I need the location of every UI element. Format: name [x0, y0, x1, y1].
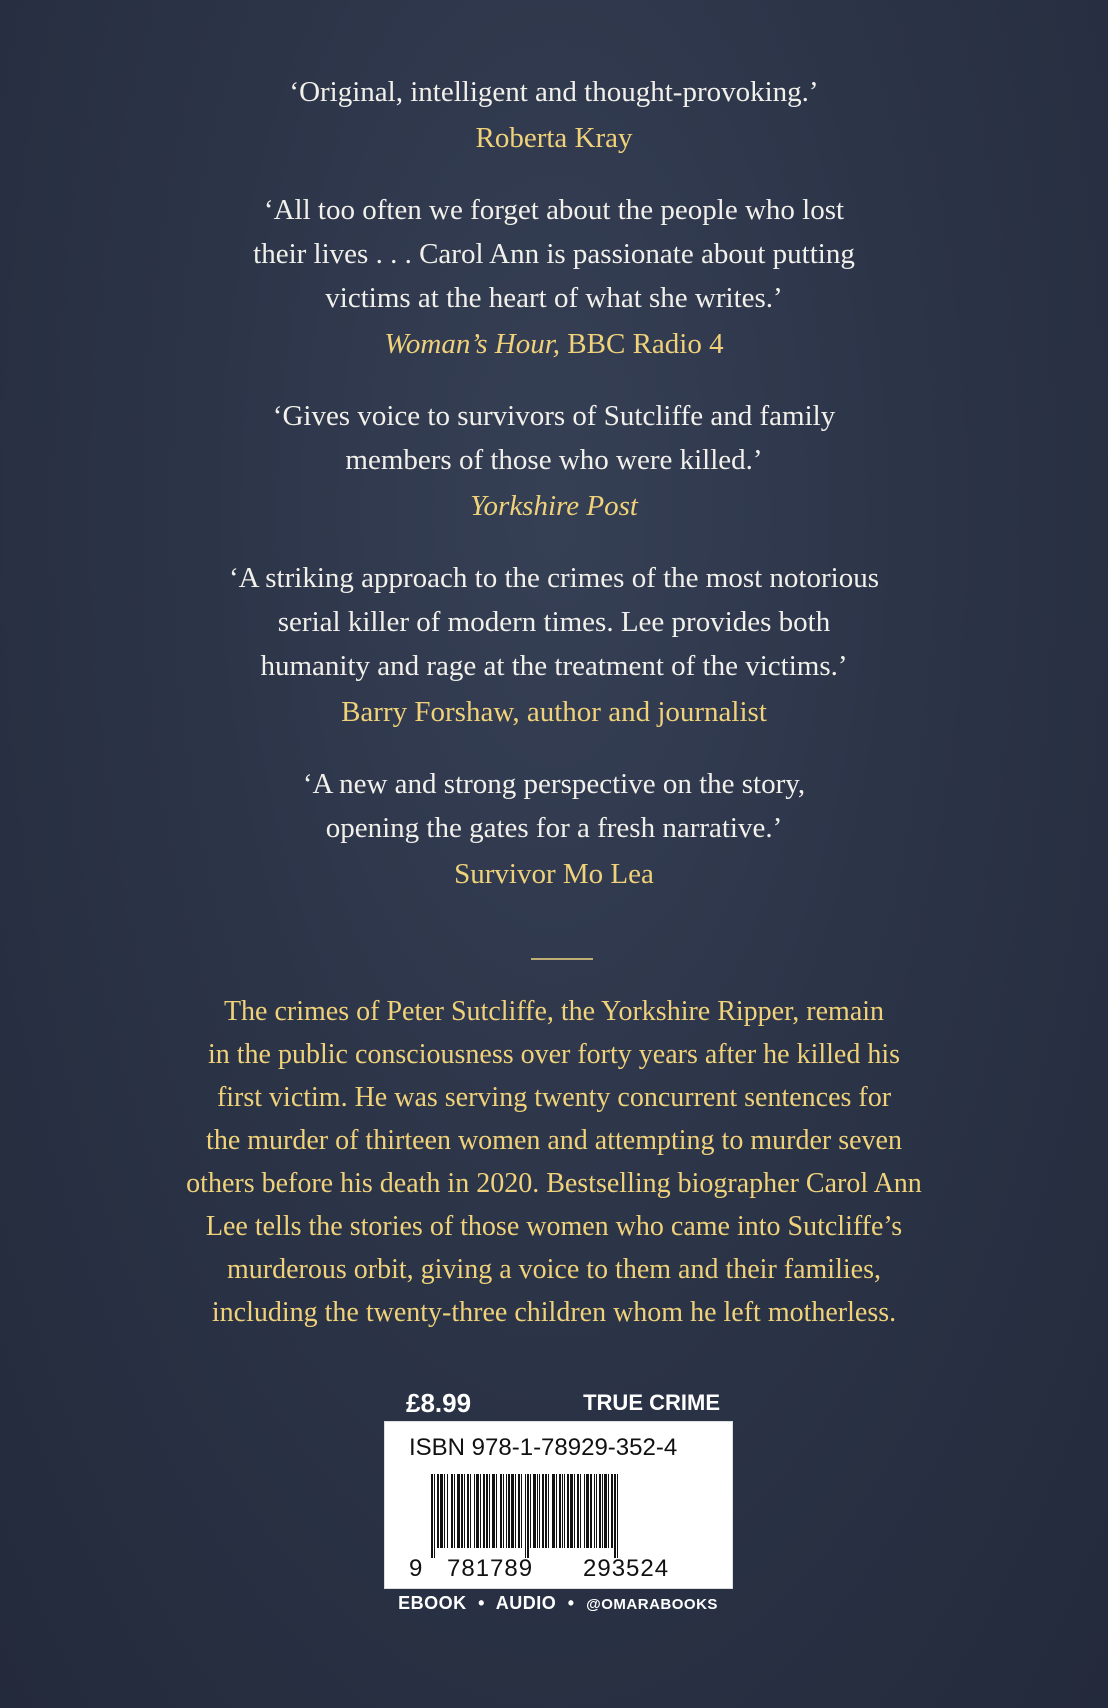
- barcode-left-digits: 781789: [447, 1555, 534, 1582]
- barcode-bar: [567, 1474, 569, 1548]
- blurb-line: including the twenty-three children whom he left motherless.: [211, 1297, 897, 1328]
- barcode-bar: [552, 1474, 555, 1548]
- quote-source: Roberta Kray: [475, 122, 633, 154]
- review-quote-4: [0, 556, 1108, 732]
- quote-line: victims at the heart of what she writes.’: [325, 282, 783, 314]
- barcode-bar: [570, 1474, 573, 1548]
- price-label: £8.99: [406, 1388, 472, 1418]
- review-quote-5: [0, 762, 1108, 894]
- barcode-bar: [580, 1474, 581, 1548]
- barcode-graphic: [403, 1470, 715, 1582]
- barcode-bar: [474, 1474, 475, 1548]
- barcode-bar: [525, 1474, 526, 1558]
- blurb-line: first victim. He was serving twenty concurrent sentences for: [216, 1082, 892, 1113]
- barcode-bar: [596, 1474, 597, 1548]
- barcode-right-digits: 293524: [583, 1555, 670, 1582]
- barcode-bar: [602, 1474, 603, 1548]
- barcode-first-digit: 9: [409, 1555, 423, 1582]
- barcode-bar: [451, 1474, 453, 1548]
- publisher-handle: @OMARABOOKS: [586, 1596, 718, 1613]
- barcode-bar: [533, 1474, 536, 1548]
- price-genre-row: [384, 1388, 730, 1422]
- quote-line: opening the gates for a fresh narrative.’: [325, 812, 783, 844]
- quote-line: ‘All too often we forget about the people who lost: [263, 194, 845, 226]
- barcode-bar: [559, 1474, 561, 1548]
- blurb-line: murderous orbit, giving a voice to them and their families,: [227, 1254, 881, 1285]
- quote-line: ‘Original, intelligent and thought-provoking.’: [289, 76, 819, 108]
- quote-source: Yorkshire Post: [470, 490, 638, 522]
- blurb-line: The crimes of Peter Sutcliffe, the Yorkshire Ripper, remain: [223, 996, 885, 1027]
- barcode-bar: [496, 1474, 497, 1548]
- blurb-line: Lee tells the stories of those women who came into Sutcliffe’s: [205, 1211, 903, 1242]
- blurb-line: others before his death in 2020. Bestselling biographer Carol Ann: [186, 1168, 922, 1199]
- quote-line: ‘A striking approach to the crimes of the most notorious: [229, 562, 879, 594]
- barcode-bar: [584, 1474, 585, 1548]
- barcode-bar: [440, 1474, 443, 1548]
- quote-line: humanity and rage at the treatment of the victims.’: [260, 650, 848, 682]
- blurb-line: in the public consciousness over forty years after he killed his: [207, 1039, 901, 1070]
- barcode-bar: [521, 1474, 522, 1548]
- barcode-bar: [447, 1474, 448, 1548]
- quote-line: serial killer of modern times. Lee provides both: [277, 606, 831, 638]
- barcode-bar: [518, 1474, 520, 1548]
- isbn-text: ISBN 978-1-78929-352-4: [409, 1434, 678, 1461]
- barcode-bar: [470, 1474, 471, 1548]
- quote-line: ‘A new and strong perspective on the story,: [302, 768, 806, 800]
- separator-dot: •: [478, 1593, 485, 1613]
- barcode-bar: [611, 1474, 613, 1548]
- barcode-bar: [467, 1474, 469, 1548]
- section-divider: [531, 958, 593, 960]
- quote-line: their lives . . . Carol Ann is passionate about putting: [253, 238, 855, 270]
- quote-source: Survivor Mo Lea: [454, 858, 654, 890]
- barcode-bar: [577, 1474, 579, 1548]
- separator-dot: •: [567, 1593, 575, 1613]
- barcode-bar: [508, 1474, 510, 1548]
- quote-source: Barry Forshaw, author and journalist: [341, 696, 767, 728]
- barcode-bar: [476, 1474, 479, 1548]
- barcode-bar: [530, 1474, 531, 1548]
- barcode-bar: [574, 1474, 575, 1548]
- barcode-panel: [384, 1421, 733, 1589]
- barcode-bar: [586, 1474, 589, 1548]
- barcode-bar: [614, 1474, 616, 1558]
- barcode-bar: [434, 1474, 435, 1558]
- barcode-bar: [444, 1474, 445, 1548]
- barcode-bar: [562, 1474, 563, 1548]
- barcode-bar: [506, 1474, 507, 1548]
- barcode-bar: [437, 1474, 439, 1548]
- barcode-bar: [461, 1474, 463, 1548]
- format-footer: [398, 1593, 718, 1614]
- review-quote-2: [0, 188, 1108, 364]
- barcode-bar: [594, 1474, 595, 1548]
- barcode-bar: [503, 1474, 504, 1548]
- book-blurb: [130, 990, 978, 1334]
- barcode-bar: [480, 1474, 481, 1548]
- barcode-bar: [486, 1474, 488, 1548]
- barcode-bar: [617, 1474, 618, 1558]
- barcode-bar: [539, 1474, 540, 1548]
- barcode-bar: [545, 1474, 547, 1548]
- barcode-bar: [542, 1474, 544, 1548]
- barcode-bar: [548, 1474, 549, 1548]
- barcode-bar: [457, 1474, 460, 1548]
- ebook-label: EBOOK: [398, 1593, 467, 1613]
- barcode-bar: [464, 1474, 465, 1548]
- quote-source: Woman’s Hour, BBC Radio 4: [384, 328, 724, 360]
- barcode-bar: [599, 1474, 601, 1548]
- barcode-bar: [608, 1474, 609, 1548]
- barcode-bar: [431, 1474, 433, 1558]
- blurb-line: the murder of thirteen women and attempting to murder seven: [206, 1125, 902, 1156]
- quote-line: members of those who were killed.’: [345, 444, 763, 476]
- genre-label: TRUE CRIME: [583, 1390, 720, 1415]
- review-quote-1: [0, 70, 1108, 158]
- barcode-bar: [515, 1474, 516, 1548]
- barcode-bar: [492, 1474, 495, 1548]
- barcode-bar: [483, 1474, 485, 1548]
- review-quotes: [0, 70, 1108, 924]
- barcode-bar: [604, 1474, 607, 1548]
- review-quote-3: [0, 394, 1108, 526]
- barcode-bar: [590, 1474, 592, 1548]
- audio-label: AUDIO: [495, 1593, 557, 1613]
- barcode-bar: [556, 1474, 557, 1548]
- barcode-bar: [537, 1474, 538, 1548]
- barcode-bar: [500, 1474, 502, 1548]
- barcode-bar: [489, 1474, 490, 1548]
- barcode-bar: [511, 1474, 514, 1548]
- barcode-bar: [527, 1474, 529, 1558]
- quote-line: ‘Gives voice to survivors of Sutcliffe and family: [272, 400, 836, 432]
- barcode-bar: [564, 1474, 565, 1548]
- barcode-bar: [454, 1474, 455, 1548]
